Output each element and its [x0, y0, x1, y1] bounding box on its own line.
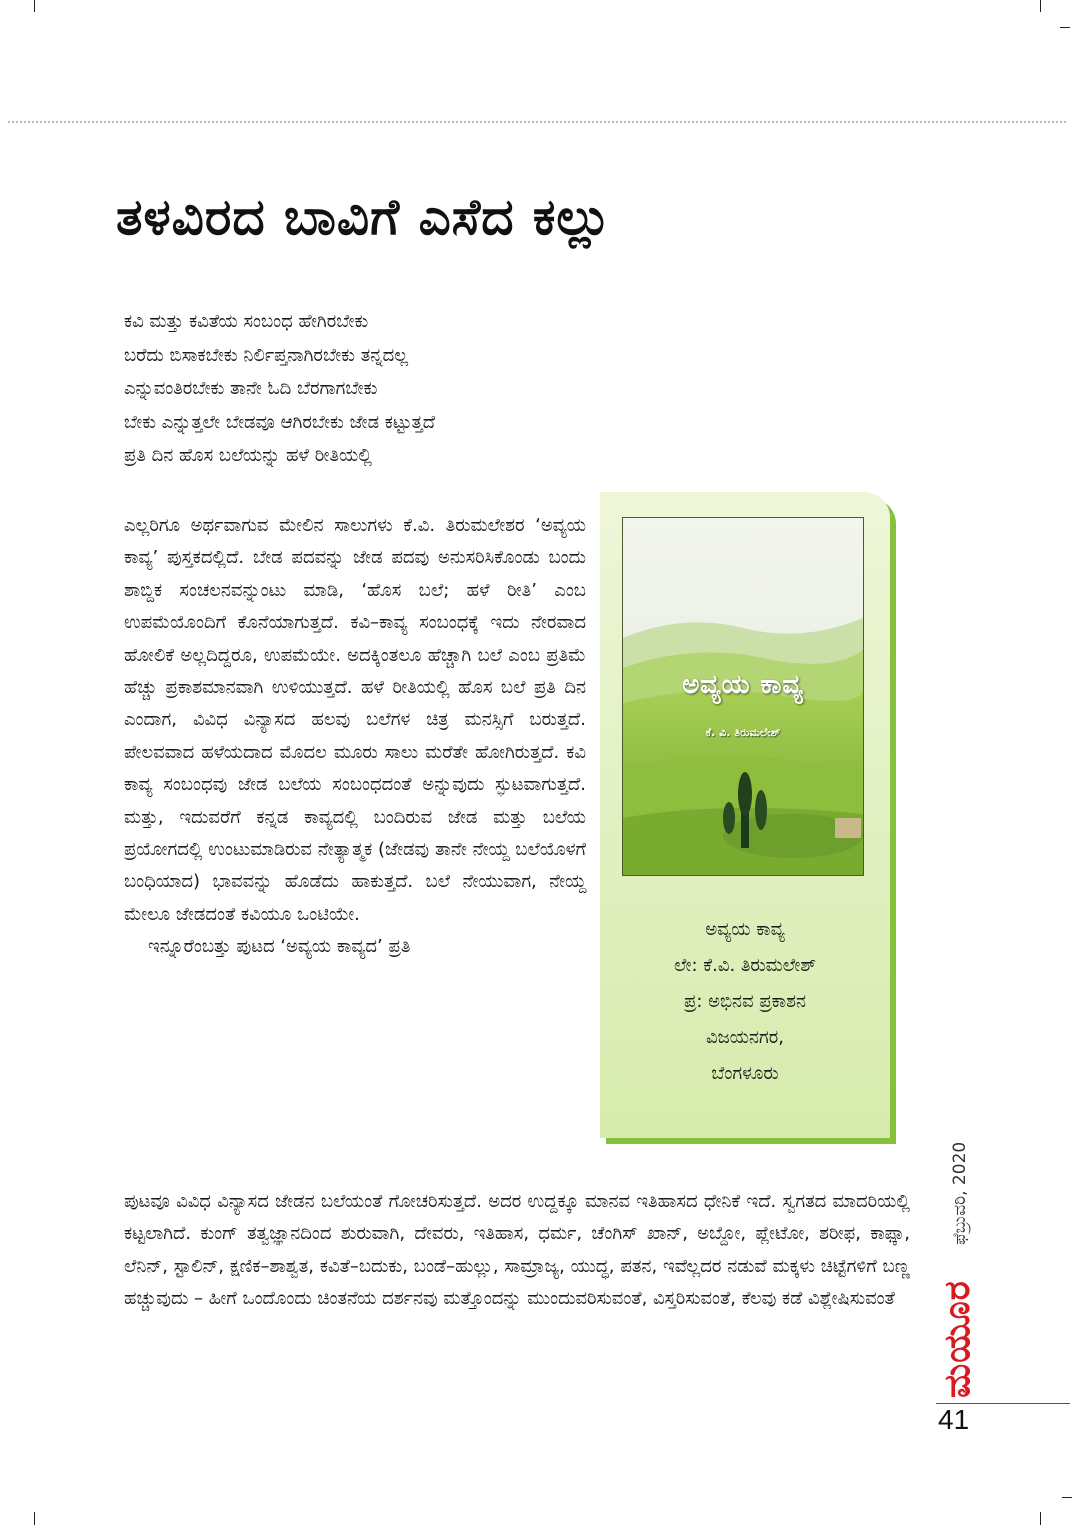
book-caption — [600, 912, 890, 1092]
crop-mark-right-bottom — [1062, 1497, 1072, 1498]
page-number: 41 — [938, 1404, 970, 1435]
book-info-box — [600, 492, 890, 1138]
body-paragraph-2-rest: ಪುಟವೂ ವಿವಿಧ ವಿನ್ಯಾಸದ ಜೇಡನ ಬಲೆಯಂತೆ ಗೋಚರಿಸುತ್ತದೆ. ಅದರ ಉದ್ದಕ್ಕೂ ಮಾನವ ಇತಿಹಾಸದ ಧೇನಿಕೆ ಇದೆ. ಸ್ವಗತದ ಮಾದರಿಯಲ್ಲಿ ಕಟ್ಟಲಾಗಿದೆ. ಕುಂಗ್ ತತ್ವಜ್ಞಾನದಿಂದ ಶುರುವಾಗಿ, ದೇವರು, ಇತಿಹಾಸ, ಧರ್ಮ, ಚೆಂಗಿಸ್ ಖಾನ್, ಅಬ್ದೋ, ಪ್ಲೇಟೋ, ಶರೀಫ, ಕಾಫ್ಕಾ, ಲೆನಿನ್, ಸ್ಟಾಲಿನ್, ಕ್ಷಣಿಕ–ಶಾಶ್ವತ, ಕವಿತೆ–ಬದುಕು, ಬಂಡೆ–ಹುಲ್ಲು, ಸಾಮ್ರಾಜ್ಯ, ಯುದ್ಧ, ಪತನ, ಇವೆಲ್ಲದರ ನಡುವೆ ಮಕ್ಕಳು ಚಿಟ್ಟೆಗಳಿಗೆ ಬಣ್ಣ ಹಚ್ಚುವುದು – ಹೀಗೆ ಒಂದೊಂದು ಚಿಂತನೆಯ ದರ್ಶನವು ಮತ್ತೊಂದನ್ನು ಮುಂದುವರಿಸುವಂತೆ, ವಿಸ್ತರಿಸುವಂತೆ, ಕೆಲವು ಕಡೆ ವಿಶ್ಲೇಷಿಸುವಂತೆ — [124, 1191, 910, 1310]
caption-address: ವಿಜಯನಗರ, — [706, 1027, 784, 1048]
caption-publisher: ಪ್ರ: ಅಭಿನವ ಪ್ರಕಾಶನ — [683, 991, 806, 1012]
crop-mark-top-right — [1040, 0, 1041, 12]
crop-mark-top-left — [34, 0, 35, 12]
caption-title: ಅವ್ಯಯ ಕಾವ್ಯ — [705, 919, 785, 940]
article-title: ತಳವಿರದ ಬಾವಿಗೆ ಎಸೆದ ಕಲ್ಲು — [116, 188, 612, 246]
article-body-column — [124, 510, 586, 964]
body-paragraph-2-start: ಇನ್ನೂರೆಂಬತ್ತು ಪುಟದ ‘ಅವ್ಯಯ ಕಾವ್ಯದ’ ಪ್ರತಿ — [148, 936, 411, 958]
book-cover — [622, 517, 864, 876]
poem-line: ಬರೆದು ಬಿಸಾಕಬೇಕು ನಿರ್ಲಿಪ್ತನಾಗಿರಬೇಕು ತನ್ನದಲ್ಲ — [124, 344, 409, 366]
poem-line: ಪ್ರತಿ ದಿನ ಹೊಸ ಬಲೆಯನ್ನು ಹಳೆ ರೀತಿಯಲ್ಲಿ — [124, 445, 372, 466]
issue-date: ಫೆಬ್ರುವರಿ, 2020 — [950, 1141, 970, 1245]
caption-city: ಬೆಂಗಳೂರು — [711, 1063, 779, 1084]
body-paragraph-1: ಎಲ್ಲರಿಗೂ ಅರ್ಥವಾಗುವ ಮೇಲಿನ ಸಾಲುಗಳು ಕೆ.ವಿ. ತಿರುಮಲೇಶರ ‘ಅವ್ಯಯ ಕಾವ್ಯ’ ಪುಸ್ತಕದಲ್ಲಿದೆ. ಬೇಡ ಪದವನ್ನು ಜೇಡ ಪದವು ಅನುಸರಿಸಿಕೊಂಡು ಬಂದು ಶಾಬ್ದಿಕ ಸಂಚಲನವನ್ನುಂಟು ಮಾಡಿ, ‘ಹೊಸ ಬಲೆ; ಹಳೆ ರೀತಿ’ ಎಂಬ ಉಪಮೆಯೊಂದಿಗೆ ಕೊನೆಯಾಗುತ್ತದೆ. ಕವಿ–ಕಾವ್ಯ ಸಂಬಂಧಕ್ಕೆ ಇದು ನೇರವಾದ ಹೋಲಿಕೆ ಅಲ್ಲದಿದ್ದರೂ, ಉಪಮೆಯೇ. ಅದಕ್ಕಿಂತಲೂ ಹೆಚ್ಚಾಗಿ ಬಲೆ ಎಂಬ ಪ್ರತಿಮೆ ಹೆಚ್ಚು ಪ್ರಕಾಶಮಾನವಾಗಿ ಉಳಿಯುತ್ತದೆ. ಹಳೆ ರೀತಿಯಲ್ಲಿ ಹೊಸ ಬಲೆ ಪ್ರತಿ ದಿನ ಎಂದಾಗ, ವಿವಿಧ ವಿನ್ಯಾಸದ ಹಲವು ಬಲೆಗಳ ಚಿತ್ರ ಮನಸ್ಸಿಗೆ ಬರುತ್ತದೆ. ಪೇಲವವಾದ ಹಳೆಯದಾದ ಮೊದಲ ಮೂರು ಸಾಲು ಮರೆತೇ ಹೋಗಿರುತ್ತದೆ. ಕವಿ ಕಾವ್ಯ ಸಂಬಂಧವು ಜೇಡ ಬಲೆಯ ಸಂಬಂಧದಂತೆ ಅನ್ನುವುದು ಸ್ಫುಟವಾಗುತ್ತದೆ. ಮತ್ತು, ಇದುವರೆಗೆ ಕನ್ನಡ ಕಾವ್ಯದಲ್ಲಿ ಬಂದಿರುವ ಜೇಡ ಮತ್ತು ಬಲೆಯ ಪ್ರಯೋಗದಲ್ಲಿ ಉಂಟುಮಾಡಿರುವ ನೇತ್ಯಾತ್ಮಕ (ಜೇಡವು ತಾನೇ ನೇಯ್ದ ಬಲೆಯೊಳಗೆ ಬಂಧಿಯಾದ) ಭಾವವನ್ನು ಹೊಡೆದು ಹಾಕುತ್ತದೆ. ಬಲೆ ನೇಯುವಾಗ, ನೇಯ್ದ ಮೇಲೂ ಜೇಡದಂತೆ ಕವಿಯೂ ಒಂಟಿಯೇ. — [124, 515, 586, 925]
dotted-divider — [8, 121, 1066, 123]
book-cover-author: ಕೆ. ವಿ. ತಿರುಮಲೇಶ್ — [705, 726, 781, 739]
poem-line: ಕವಿ ಮತ್ತು ಕವಿತೆಯ ಸಂಬಂಧ ಹೇಗಿರಬೇಕು — [124, 311, 369, 332]
poem-excerpt — [124, 305, 664, 473]
poem-line: ಬೇಕು ಎನ್ನುತ್ತಲೇ ಬೇಡವೂ ಆಗಿರಬೇಕು ಜೇಡ ಕಟ್ಟುತ್ತದೆ — [124, 411, 436, 433]
crop-mark-right-top — [1060, 27, 1070, 28]
book-cover-title: ಅವ್ಯಯ ಕಾವ್ಯ — [682, 670, 804, 700]
article-body-full-width — [124, 1186, 910, 1316]
poem-line: ಎನ್ನುವಂತಿರಬೇಕು ತಾನೇ ಓದಿ ಬೆರಗಾಗಬೇಕು — [124, 378, 378, 399]
crop-mark-bottom-right — [1040, 1512, 1041, 1525]
magazine-logo: ಮಯೂರ — [937, 1280, 978, 1398]
caption-author: ಲೇ: ಕೆ.ವಿ. ತಿರುಮಲೇಶ್ — [673, 955, 817, 976]
crop-mark-bottom-left — [34, 1512, 35, 1525]
